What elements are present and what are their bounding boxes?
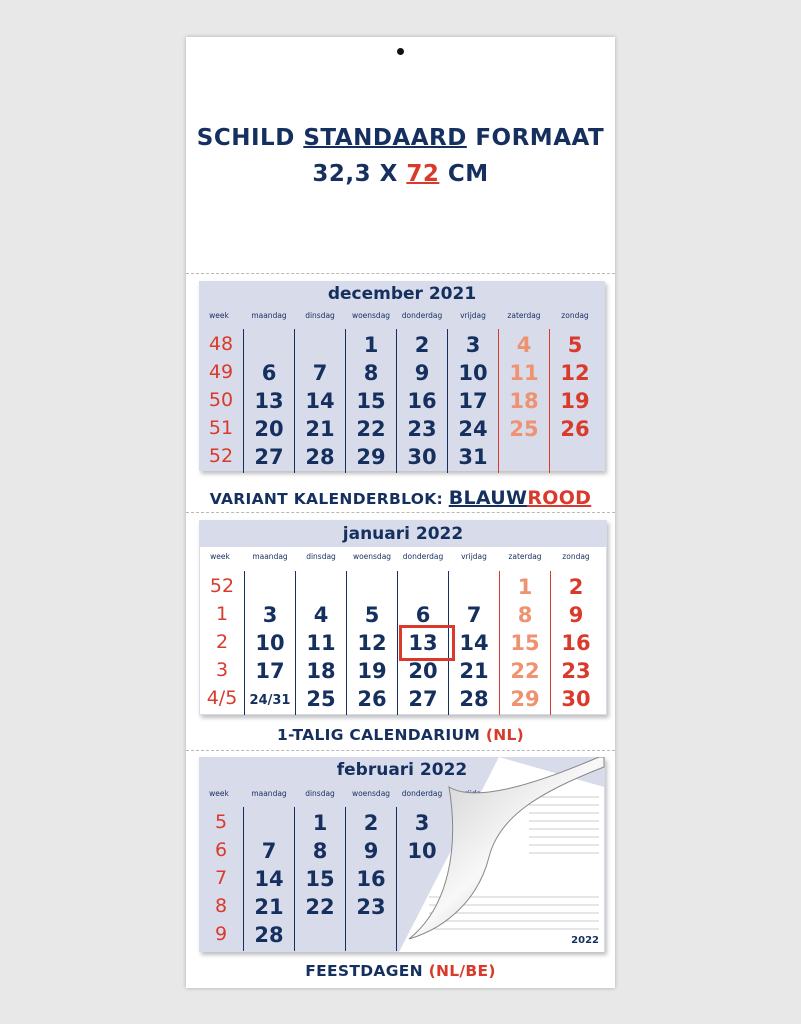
- day-number: 23: [407, 417, 437, 441]
- week-number: 5: [214, 811, 228, 833]
- day-number: 7: [261, 839, 277, 863]
- day-number: 6: [415, 603, 431, 627]
- day-number: 22: [305, 895, 335, 919]
- caption-feestdagen: FEESTDAGEN (NL/BE): [305, 962, 496, 980]
- dayname-woensdag: woensdag: [351, 789, 391, 798]
- day-number: 20: [408, 659, 438, 683]
- day-number: 18: [509, 389, 539, 413]
- day-number: 3: [414, 811, 430, 835]
- day-number: 7: [312, 361, 328, 385]
- today-highlight: [399, 625, 455, 661]
- day-number: 8: [363, 361, 379, 385]
- dayname-zondag: zondag: [562, 552, 590, 561]
- day-number: 27: [254, 445, 284, 469]
- caption-calendarium: 1-TALIG CALENDARIUM (NL): [276, 726, 525, 744]
- week-number: 52: [208, 445, 234, 467]
- month-title: januari 2022: [342, 524, 464, 544]
- day-number: 1: [312, 811, 328, 835]
- day-number: 6: [261, 361, 277, 385]
- day-number: 15: [510, 631, 540, 655]
- week-number: 49: [208, 361, 234, 383]
- perforation-line: [186, 750, 615, 751]
- dayname-dinsdag: dinsdag: [305, 789, 335, 798]
- dayname-maandag: maandag: [252, 552, 288, 561]
- month-title: februari 2022: [336, 760, 468, 780]
- day-number: 3: [465, 333, 481, 357]
- day-number: 7: [466, 603, 482, 627]
- dayname-week: week: [209, 311, 229, 320]
- week-number: 6: [214, 839, 228, 861]
- day-number: 29: [356, 445, 386, 469]
- week-number: 48: [208, 333, 234, 355]
- day-number: 2: [568, 575, 584, 599]
- day-number: 10: [458, 361, 488, 385]
- day-number: 10: [255, 631, 285, 655]
- day-number: 4: [516, 333, 532, 357]
- perforation-line: [186, 512, 615, 513]
- week-number: 50: [208, 389, 234, 411]
- day-number: 19: [357, 659, 387, 683]
- day-number: 31: [458, 445, 488, 469]
- week-number: 52: [209, 575, 235, 597]
- dayname-donderdag: donderdag: [401, 311, 443, 320]
- calendar-block-december: [199, 281, 605, 471]
- day-number: 16: [561, 631, 591, 655]
- hanging-hole: [397, 48, 404, 55]
- day-number: 24/31: [249, 693, 291, 708]
- day-number: 18: [306, 659, 336, 683]
- dayname-vrijdag: vrijdag: [460, 311, 486, 320]
- day-number: 13: [254, 389, 284, 413]
- day-number: 2: [414, 333, 430, 357]
- day-number: 28: [459, 687, 489, 711]
- week-number: 3: [215, 659, 229, 681]
- day-number: 1: [363, 333, 379, 357]
- day-number: 23: [561, 659, 591, 683]
- day-number: 28: [305, 445, 335, 469]
- week-number: 9: [214, 923, 228, 945]
- day-number: 26: [357, 687, 387, 711]
- header-size: 32,3 X 72 CM: [312, 161, 489, 187]
- week-number: 51: [208, 417, 234, 439]
- day-number: 21: [305, 417, 335, 441]
- day-number: 30: [561, 687, 591, 711]
- dayname-maandag: maandag: [251, 789, 287, 798]
- dayname-donderdag: donderdag: [402, 552, 444, 561]
- dayname-week: week: [209, 789, 229, 798]
- caption-variant: VARIANT KALENDERBLOK: BLAUWROOD: [209, 487, 592, 509]
- week-number: 2: [215, 631, 229, 653]
- day-number: 28: [254, 923, 284, 947]
- day-number: 14: [459, 631, 489, 655]
- day-number: 22: [510, 659, 540, 683]
- day-number: 24: [458, 417, 488, 441]
- day-number: 22: [356, 417, 386, 441]
- week-number: 4/5: [206, 687, 238, 709]
- day-number: 21: [254, 895, 284, 919]
- day-number: 20: [254, 417, 284, 441]
- day-number: 15: [356, 389, 386, 413]
- day-number: 2: [363, 811, 379, 835]
- day-number: 26: [560, 417, 590, 441]
- day-number: 30: [407, 445, 437, 469]
- calendar-sheet: [186, 37, 615, 988]
- day-number: 27: [408, 687, 438, 711]
- day-number: 13: [408, 631, 438, 655]
- day-number: 1: [517, 575, 533, 599]
- day-number: 29: [510, 687, 540, 711]
- week-number: 1: [215, 603, 229, 625]
- day-number: 9: [414, 361, 430, 385]
- day-number: 19: [560, 389, 590, 413]
- day-number: 9: [363, 839, 379, 863]
- day-number: 12: [560, 361, 590, 385]
- day-number: 5: [567, 333, 583, 357]
- day-number: 3: [262, 603, 278, 627]
- day-number: 17: [255, 659, 285, 683]
- day-number: 25: [509, 417, 539, 441]
- day-number: 23: [356, 895, 386, 919]
- day-number: 5: [364, 603, 380, 627]
- day-number: 16: [356, 867, 386, 891]
- day-number: 25: [306, 687, 336, 711]
- perforation-line: [186, 273, 615, 274]
- week-number: 8: [214, 895, 228, 917]
- day-number: 21: [459, 659, 489, 683]
- page-curl: [199, 757, 605, 952]
- dayname-zaterdag: zaterdag: [507, 311, 541, 320]
- dayname-zaterdag: zaterdag: [508, 552, 542, 561]
- day-number: 8: [312, 839, 328, 863]
- dayname-maandag: maandag: [251, 311, 287, 320]
- day-number: 14: [305, 389, 335, 413]
- day-number: 4: [313, 603, 329, 627]
- header-title: SCHILD STANDAARD FORMAAT: [196, 125, 605, 151]
- calendar-block-februari: [199, 757, 605, 952]
- dayname-woensdag: woensdag: [352, 552, 392, 561]
- week-number: 7: [214, 867, 228, 889]
- year-label: 2022: [571, 935, 599, 946]
- day-number: 11: [509, 361, 539, 385]
- dayname-week: week: [210, 552, 230, 561]
- dayname-zondag: zondag: [561, 311, 589, 320]
- day-number: 16: [407, 389, 437, 413]
- day-number: 12: [357, 631, 387, 655]
- dayname-woensdag: woensdag: [351, 311, 391, 320]
- day-number: 8: [517, 603, 533, 627]
- dayname-vrijdag: vrijdag: [461, 552, 487, 561]
- day-number: 10: [407, 839, 437, 863]
- day-number: 17: [458, 389, 488, 413]
- dayname-dinsdag: dinsdag: [306, 552, 336, 561]
- dayname-donderdag: donderdag: [401, 789, 443, 798]
- day-number: 11: [306, 631, 336, 655]
- dayname-dinsdag: dinsdag: [305, 311, 335, 320]
- day-number: 14: [254, 867, 284, 891]
- day-number: 9: [568, 603, 584, 627]
- day-number: 15: [305, 867, 335, 891]
- calendar-block-januari: [199, 520, 607, 715]
- month-title: december 2021: [327, 284, 477, 304]
